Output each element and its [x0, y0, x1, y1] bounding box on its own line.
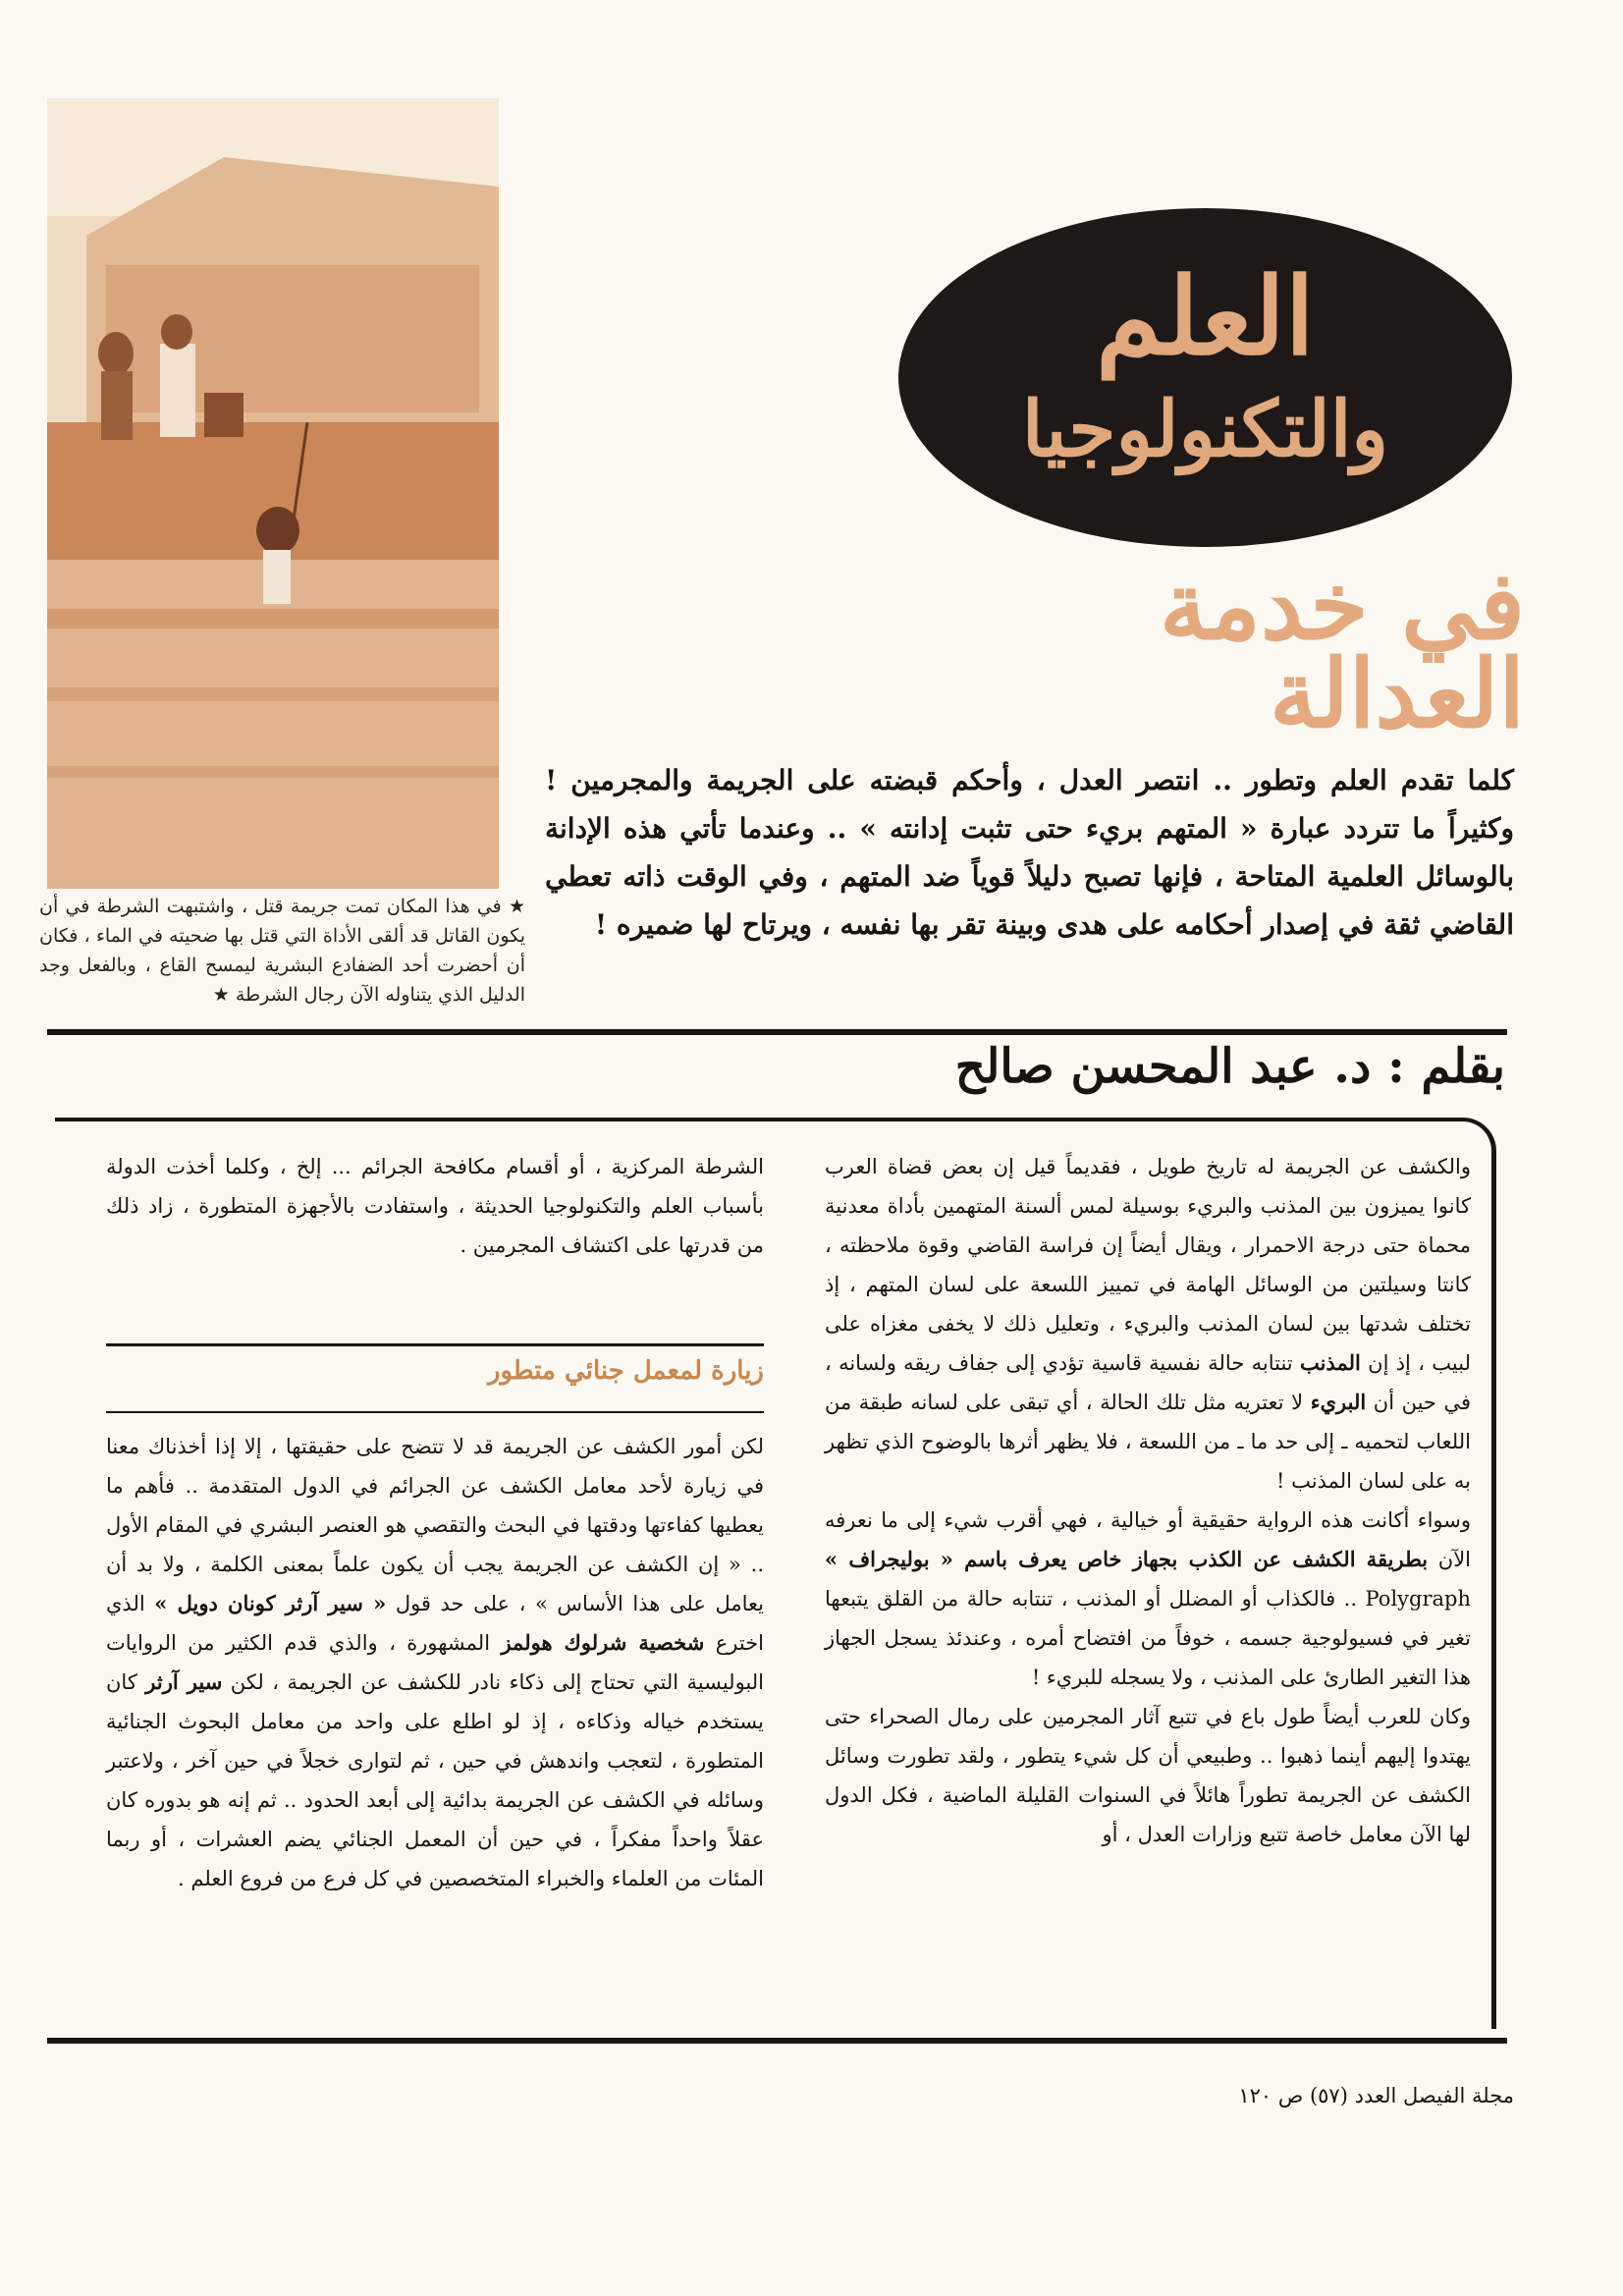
paragraph: والكشف عن الجريمة له تاريخ طويل ، فقديماً قيل إن بعض قضاة العرب كانوا يميزون بين المذنب والبريء بوسيلة لمس ألسنة المتهمين بأداة معدنية محماة حتى درجة الاحمرار ، ويقال أيضاً إن فراسة القاضي وقوة ملاحظته ، كانتا وسيلتين من الوسائل الهامة في تمييز اللسعة على لسان المتهم ، إذ تختلف شدتها بين لسان المذنب والبريء ، وتعليل ذلك لا يخفى مغزاه على لبيب ، إذ إن المذنب تنتابه حالة نفسية قاسية تؤدي إلى جفاف ريقه ولسانه ، في حين أن البريء لا تعتريه مثل تلك الحالة ، أي تبقى على لسانه طبقة من اللعاب لتحميه ـ إلى حد ما ـ من اللسعة ، فلا يظهر أثرها بالوضوح الذي تظهر به على لسان المذنب ! — [825, 1155, 1472, 1493]
author-byline: بقلم : د. عبد المحسن صالح — [954, 1039, 1505, 1094]
subtitle-justice: العدالة — [1269, 638, 1525, 749]
article-left-column-top: الشرطة المركزية ، أو أقسام مكافحة الجرائم ... إلخ ، وكلما أخذت الدولة بأسباب العلم والتكنولوجيا الحديثة ، واستفادت بالأجهزة المتطورة ، زاد ذلك من قدرتها على اكتشاف المجرمين . — [106, 1155, 764, 1257]
top-rule — [47, 1029, 1507, 1035]
subtitle-in-service: في خدمة — [1160, 550, 1525, 661]
bottom-rule — [47, 2038, 1507, 2044]
title-oval — [898, 208, 1512, 547]
paragraph: وسواء أكانت هذه الرواية حقيقية أو خيالية ، فهي أقرب شيء إلى ما نعرفه الآن بطريقة الكشف عن الكذب بجهاز خاص يعرف باسم « بوليجراف » Polygraph .. فالكذاب أو المضلل أو المذنب ، تنتابه حالة من القلق يتبعها تغير في فسيولوجية جسمه ، خوفاً من افتضاح أمره ، وعندئذ يسجل الجهاز هذا التغير الطارئ على المذنب ، ولا يسجله للبريء ! — [825, 1508, 1471, 1689]
title-technology: والتكنولوجيا — [1021, 385, 1389, 474]
article-right-column — [825, 1147, 1471, 1854]
title-science: العلم — [1096, 255, 1315, 379]
crime-scene-photo — [47, 98, 499, 889]
intro-paragraph: كلما تقدم العلم وتطور .. انتصر العدل ، وأحكم قبضته على الجريمة والمجرمين ! وكثيراً ما تتردد عبارة « المتهم بريء حتى تثبت إدانته » .. وعندما تأتي هذه الإدانة بالوسائل العلمية المتاحة ، فإنها تصبح دليلاً قوياً ضد المتهم ، وفي الوقت ذاته تعطي القاضي ثقة في إصدار أحكامه على هدى وبينة تقر بها نفسه ، ويرتاح لها ضميره ! — [545, 764, 1514, 941]
photo-illustration — [47, 98, 499, 889]
section-heading-box — [106, 1343, 764, 1413]
page-footer: مجلة الفيصل العدد (٥٧) ص ١٢٠ — [1238, 2084, 1514, 2107]
paragraph: وكان للعرب أيضاً طول باع في تتبع آثار المجرمين على رمال الصحراء حتى يهتدوا إليهم أينما ذهبوا .. وطبيعي أن كل شيء يتطور ، ولقد تطورت وسائل الكشف عن الجريمة تطوراً هائلاً في السنوات القليلة الماضية ، فكل الدول لها الآن معامل خاصة تتبع وزارات العدل ، أو — [825, 1705, 1471, 1846]
section-heading: زيارة لمعمل جنائي متطور — [487, 1356, 764, 1386]
photo-caption: ★ في هذا المكان تمت جريمة قتل ، واشتبهت الشرطة في أن يكون القاتل قد ألقى الأداة التي قتل بها ضحيته في الماء ، فكان أن أحضرت أحد الضفادع البشرية ليمسح القاع ، وبالفعل وجد الدليل الذي يتناوله الآن رجال الشرطة ★ — [39, 896, 525, 1006]
article-left-column-bottom — [106, 1427, 764, 1898]
paragraph: لكن أمور الكشف عن الجريمة قد لا تتضح على حقيقتها ، إلا إذا أخذناك معنا في زيارة لأحد معامل الكشف عن الجرائم في الدول المتقدمة .. فأهم ما يعطيها كفاءتها ودقتها في البحث والتقصي هو العنصر البشري في المقام الأول .. « إن الكشف عن الجريمة يجب أن يكون علماً بمعنى الكلمة ، ولا بد أن يعامل على هذا الأساس » ، على حد قول « سير آرثر كونان دويل » الذي اخترع شخصية شرلوك هولمز المشهورة ، والذي قدم الكثير من الروايات البوليسية التي تحتاج إلى ذكاء نادر للكشف عن الجريمة ، لكن سير آرثر كان يستخدم خياله وذكاءه ، إذ لو اطلع على واحد من معامل البحوث الجنائية المتطورة ، لتعجب واندهش في حين ، ثم لتوارى خجلاً في حين آخر ، ولاعتبر وسائله في الكشف عن الجريمة بدائية إلى أبعد الحدود .. ثم إنه هو بدوره كان عقلاً واحداً مفكراً ، في حين أن المعمل الجنائي يضم العشرات ، أو ربما المئات من العلماء والخبراء المتخصصين في كل فرع من فروع العلم . — [106, 1435, 765, 1890]
